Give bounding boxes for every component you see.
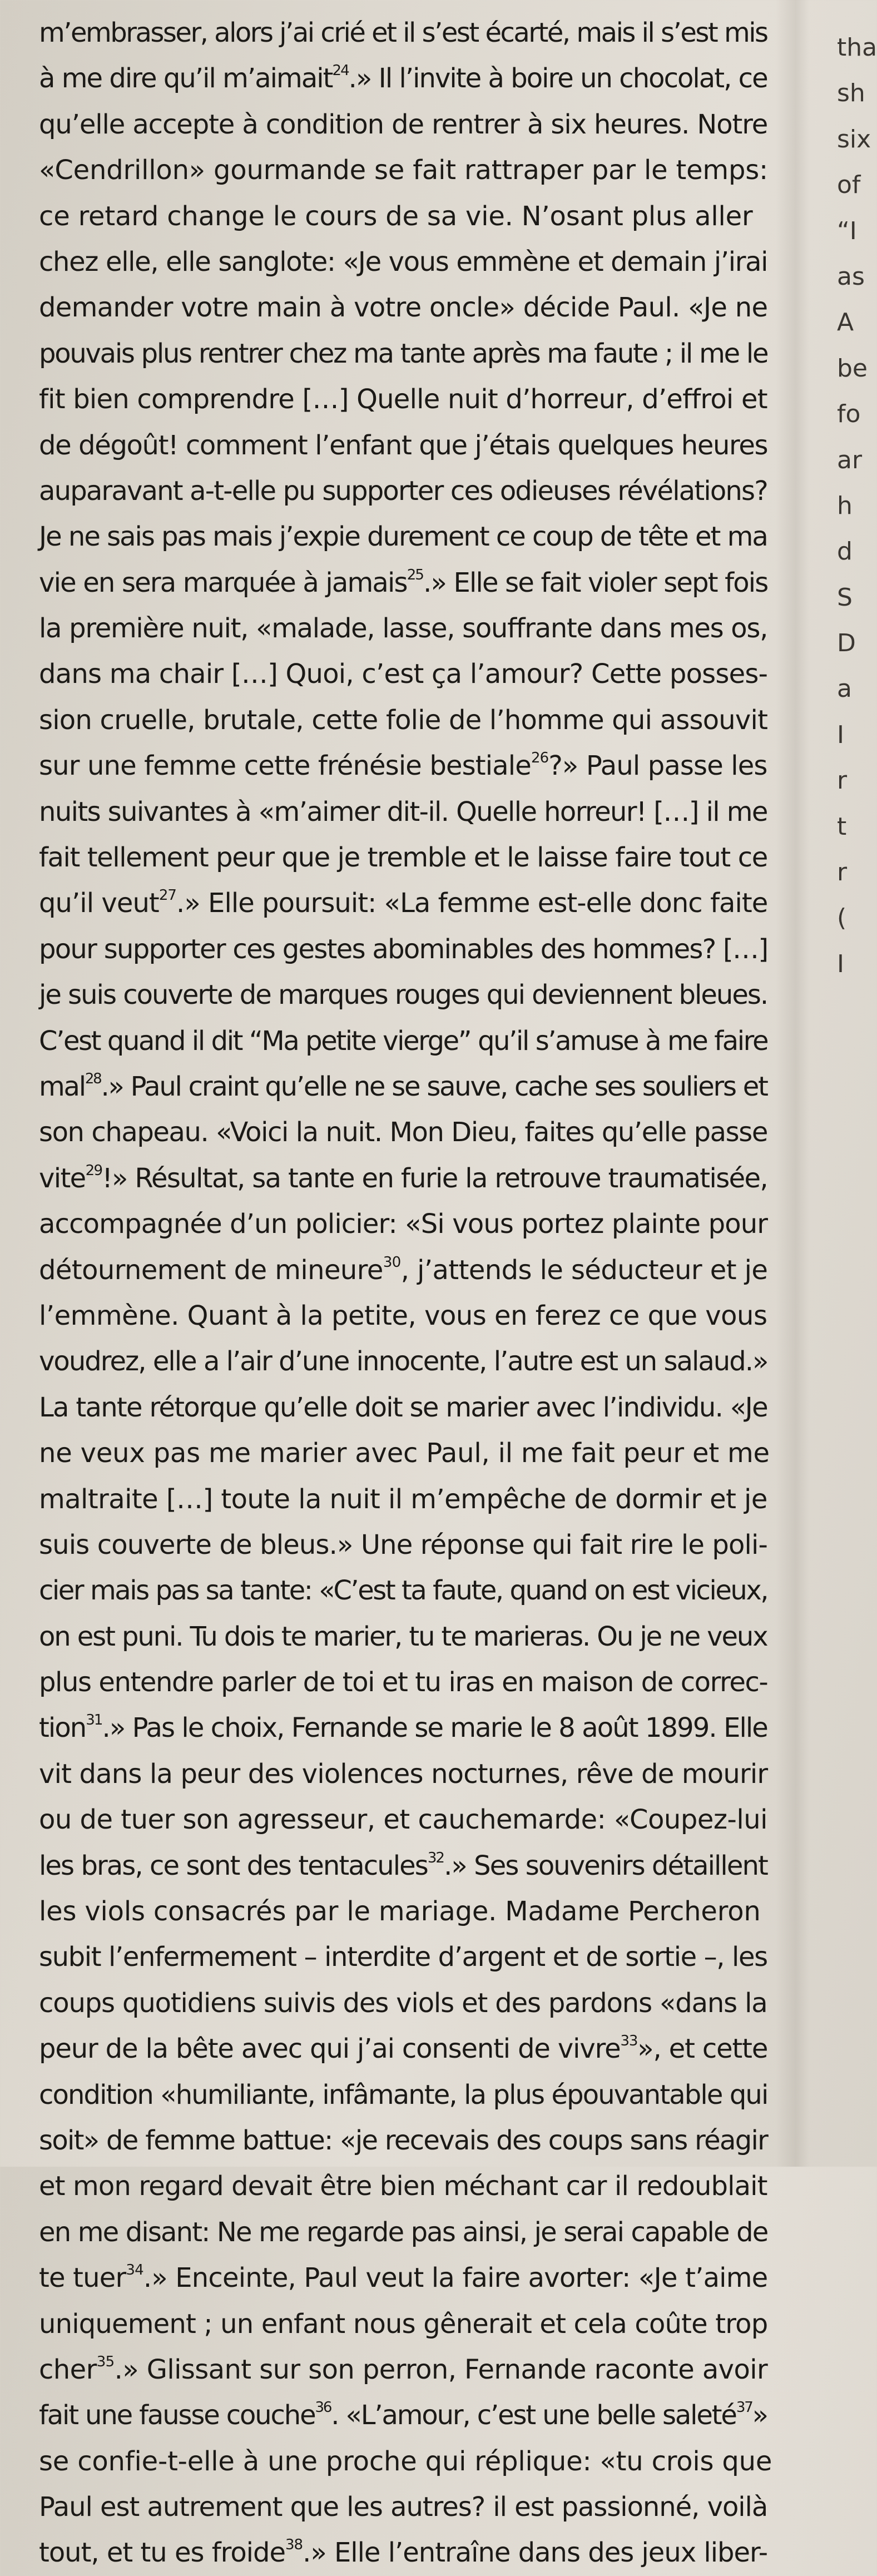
text-line [39,560,773,606]
footnote-marker: 36 [315,2399,331,2416]
text-line [39,1293,773,1339]
text-segment: à me dire qu’il m’aimait [39,63,333,95]
page-gutter-shadow [776,0,809,2167]
text-segment: chez elle, elle sanglote: «Je vous emmène et demain j’irai [39,246,768,278]
text-segment: l’emmène. Quant à la petite, vous en ferez ce que vous [39,1300,767,1331]
facing-page-fragment: t [837,812,847,841]
text-segment: fait tellement peur que je tremble et le laisse faire tout ce [39,842,767,874]
text-segment: pouvais plus rentrer chez ma tante après ma faute ; il me le [39,338,768,369]
footnote-marker: 31 [86,1712,102,1729]
text-segment: maltraite […] toute la nuit il m’empêche de dormir et je [39,1483,767,1515]
text-line [39,2163,773,2209]
text-segment: .» Paul craint qu’elle ne se sauve, cache ses souliers et [101,1071,767,1102]
facing-page-fragment: six [837,125,871,153]
footnote-marker: 28 [85,1070,101,1087]
text-segment: mal [39,1071,85,1102]
facing-page-fragment: I [837,949,844,978]
text-line [39,377,773,422]
text-segment: plus entendre parler de toi et tu iras en maison de correc- [39,1667,768,1698]
facing-page-fragment: fo [837,400,861,429]
footnote-marker: 32 [427,1849,444,1866]
text-segment: ce retard change le cours de sa vie. N’osant plus aller [39,200,753,232]
footnote-marker: 25 [407,566,424,583]
text-line [39,2255,773,2301]
facing-page-fragment: tha [837,33,877,62]
text-segment: m’embrasser, alors j’ai crié et il s’est écarté, mais il s’est mis [39,17,767,48]
text-segment: on est puni. Tu dois te marier, tu te marieras. Ou je ne veux [39,1621,767,1652]
text-line [39,331,773,377]
text-line [39,423,773,468]
text-line [39,1430,773,1476]
text-segment: ou de tuer son agresseur, et cauchemarde: «Coupez-lui [39,1804,767,1836]
text-line [39,1247,773,1293]
facing-page-fragment: sh [837,79,865,108]
facing-page-fragment: be [837,354,868,383]
text-segment: .» Enceinte, Paul veut la faire avorter: «Je t’aime [143,2262,768,2294]
footnote-marker: 27 [158,887,177,904]
text-line [39,285,773,330]
text-line [39,1751,773,1797]
text-line [39,2072,773,2118]
facing-page-fragment: a [837,675,852,704]
text-segment: .» Glissant sur son perron, Fernande raconte avoir [114,2354,768,2385]
text-line [39,1980,773,2026]
facing-page-edge-text [837,25,877,987]
text-line [39,789,773,835]
text-segment: la première nuit, «malade, lasse, souffrante dans mes os, [39,613,768,645]
text-segment: sion cruelle, brutale, cette folie de l’homme qui assouvit [39,704,768,736]
text-segment: fit bien comprendre […] Quelle nuit d’horreur, d’effroi et [39,384,767,415]
text-line [39,835,773,880]
facing-page-fragment: r [837,766,848,795]
text-line [39,651,773,697]
text-segment: détournement de mineure [39,1254,383,1286]
text-segment: et mon regard devait être bien méchant car il redoublait [39,2171,767,2202]
facing-page-fragment: h [837,491,853,520]
text-segment: je suis couverte de marques rouges qui deviennent bleues. [39,979,768,1011]
text-segment: condition «humiliante, infâmante, la plus épouvantable qui [39,2079,768,2111]
text-segment: C’est quand il dit “Ma petite vierge” qu’il s’amuse à me faire [39,1025,768,1057]
text-segment: La tante rétorque qu’elle doit se marier avec l’individu. «Je [39,1391,767,1423]
text-segment: coups quotidiens suivis des viols et des pardons «dans la [39,1987,767,2019]
text-line [39,2347,773,2392]
text-segment: se confie-t-elle à une proche qui réplique: «tu crois que [39,2445,772,2477]
text-line [39,147,773,193]
text-segment: qu’elle accepte à condition de rentrer à six heures. Notre [39,108,768,140]
text-line [39,2439,773,2484]
text-line [39,1018,773,1064]
text-segment: voudrez, elle a l’air d’une innocente, l’autre est un salaud.» [39,1346,768,1378]
text-segment: .» Elle se fait violer sept fois [423,567,768,598]
text-line [39,927,773,972]
text-segment: .» Ses souvenirs détaillent [444,1850,767,1881]
footnote-marker: 34 [126,2262,143,2279]
text-line [39,1477,773,1522]
text-line [39,2026,773,2072]
text-line [39,1156,773,1201]
text-segment: te tuer [39,2262,126,2294]
text-segment: cher [39,2354,97,2385]
text-segment: uniquement ; un enfant nous gênerait et cela coûte trop [39,2308,768,2340]
text-segment: !» Résultat, sa tante en furie la retrouve traumatisée, [102,1162,768,1194]
facing-page-fragment: of [837,171,861,200]
text-segment: de dégoût! comment l’enfant que j’étais quelques heures [39,429,768,461]
text-segment: .» Il l’invite à boire un chocolat, ce [348,63,767,95]
text-line [39,1889,773,1934]
text-segment: .» Elle poursuit: «La femme est-elle donc faite [176,888,768,919]
text-line [39,2530,773,2575]
text-segment: vit dans la peur des violences nocturnes, rêve de mourir [39,1758,768,1790]
facing-page-fragment: “I [837,216,857,245]
text-segment: pour supporter ces gestes abominables des hommes? […] [39,933,768,965]
text-segment: tout, et tu es froide [39,2537,285,2569]
text-segment: », et cette [637,2033,768,2065]
text-segment: .» Elle l’entraîne dans des jeux liber- [303,2537,768,2569]
text-line [39,1614,773,1659]
text-line [39,606,773,651]
text-segment: subit l’enfermement – interdite d’argent et de sortie –, les [39,1941,767,1973]
footnote-marker: 30 [383,1254,401,1271]
facing-page-fragment: I [837,720,844,749]
text-segment: accompagnée d’un policier: «Si vous portez plainte pour [39,1208,768,1240]
text-line [39,102,773,147]
text-segment: demander votre main à votre oncle» décide Paul. «Je ne [39,292,768,324]
text-segment: suis couverte de bleus.» Une réponse qui fait rire le poli- [39,1529,767,1561]
text-segment: ne veux pas me marier avec Paul, il me fait peur et me [39,1438,770,1469]
text-segment: tion [39,1712,86,1744]
facing-page-fragment: S [837,583,853,612]
text-line [39,2118,773,2163]
footnote-marker: 37 [736,2399,752,2416]
text-segment: auparavant a-t-elle pu supporter ces odieuses révélations? [39,475,767,507]
text-line [39,2301,773,2347]
text-segment: fait une fausse couche [39,2400,315,2431]
text-segment: les bras, ce sont des tentacules [39,1850,428,1881]
facing-page-fragment: D [837,629,856,658]
text-line [39,1659,773,1705]
footnote-marker: 33 [620,2033,638,2050]
facing-page-fragment: r [837,858,848,887]
text-line [39,1568,773,1613]
text-segment: , j’attends le séducteur et je [400,1254,768,1286]
text-segment: cier mais pas sa tante: «C’est ta faute, quand on est vicieux, [39,1575,768,1607]
text-segment: qu’il veut [39,888,159,919]
facing-page-fragment: A [837,308,854,337]
footnote-marker: 29 [85,1162,102,1179]
text-segment: .» Pas le choix, Fernande se marie le 8 août 1899. Elle [102,1712,767,1744]
text-line [39,1934,773,1980]
footnote-marker: 24 [332,62,349,80]
text-segment: en me disant: Ne me regarde pas ainsi, je serai capable de [39,2216,768,2248]
footnote-marker: 35 [96,2353,115,2370]
facing-page-fragment: ar [837,445,863,474]
text-segment: » [752,2400,767,2431]
main-text-column [39,10,773,2576]
text-line [39,1797,773,1842]
facing-page-fragment: d [837,537,853,566]
text-segment: vite [39,1162,86,1194]
footnote-marker: 26 [531,750,549,767]
text-line [39,1705,773,1751]
text-line [39,1522,773,1568]
text-line [39,1064,773,1109]
footnote-marker: 38 [285,2537,303,2554]
text-line [39,972,773,1018]
text-line [39,194,773,239]
text-segment: dans ma chair […] Quoi, c’est ça l’amour? Cette posses- [39,658,768,690]
facing-page-fragment: as [837,262,865,291]
text-line [39,514,773,559]
text-line [39,743,773,789]
text-line [39,880,773,926]
text-segment: nuits suivantes à «m’aimer dit-il. Quelle horreur! […] il me [39,796,767,828]
facing-page-fragment: ( [837,904,847,933]
text-segment: Je ne sais pas mais j’expie durement ce coup de tête et ma [39,521,767,553]
text-segment: ?» Paul passe les [548,750,767,782]
text-segment: Paul est autrement que les autres? il est passionné, voilà [39,2491,768,2523]
text-segment: sur une femme cette frénésie bestiale [39,750,531,782]
text-segment: les viols consacrés par le mariage. Madame Percheron [39,1896,761,1928]
text-segment: son chapeau. «Voici la nuit. Mon Dieu, faites qu’elle passe [39,1117,767,1148]
text-segment: soit» de femme battue: «je recevais des coups sans réagir [39,2124,768,2156]
text-line [39,1109,773,1155]
text-line [39,239,773,285]
text-line [39,1385,773,1430]
text-line [39,1843,773,1889]
text-line [39,10,773,56]
text-line [39,697,773,743]
text-line [39,2210,773,2255]
text-line [39,2392,773,2438]
text-segment: «Cendrillon» gourmande se fait rattraper par le temps: [39,155,769,186]
text-line [39,1201,773,1247]
text-line [39,1339,773,1384]
text-segment: peur de la bête avec qui j’ai consenti de vivre [39,2033,621,2065]
text-line [39,2484,773,2530]
text-line [39,468,773,514]
text-line [39,56,773,101]
text-segment: vie en sera marquée à jamais [39,567,407,598]
text-segment: . «L’amour, c’est une belle saleté [331,2400,736,2431]
